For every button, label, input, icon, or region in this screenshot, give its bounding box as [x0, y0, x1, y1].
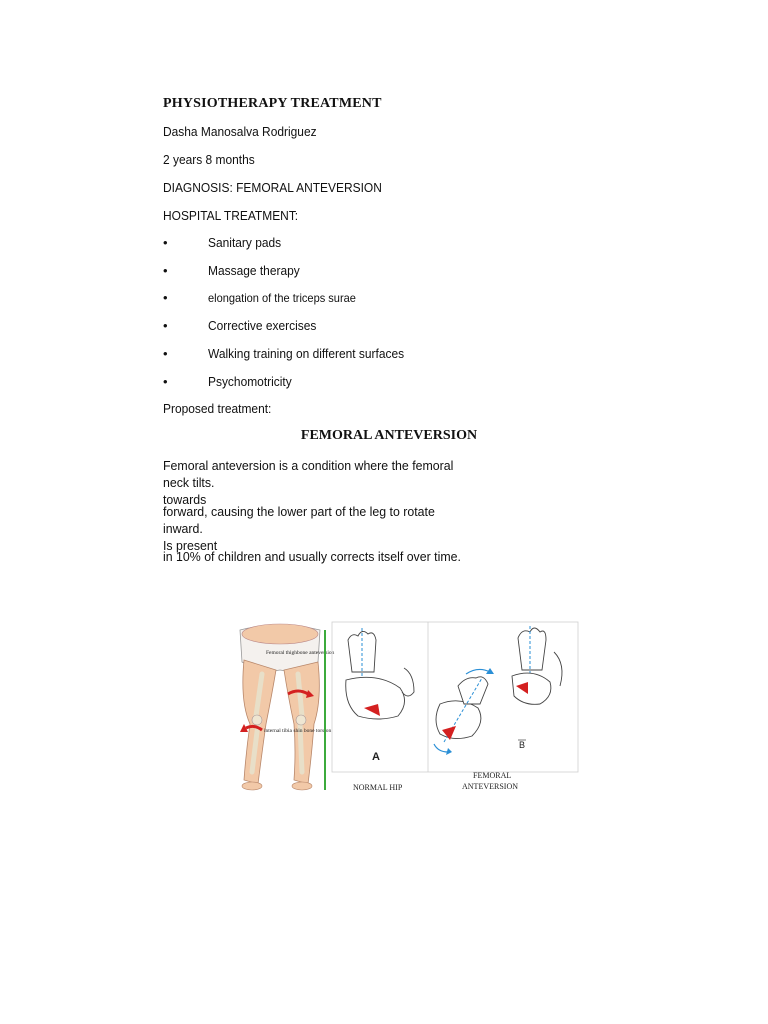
panel-a-letter: A — [372, 751, 380, 763]
treatment-item: Psychomotricity — [208, 374, 292, 389]
femoral-caption-line2: ANTEVERSION — [462, 782, 518, 791]
label-internal-tibia: internal tibia shin bone torsion — [264, 728, 332, 734]
treatment-item: Sanitary pads — [208, 235, 282, 250]
paragraph-2-line-1: forward, causing the lower part of the leg to rotate inward. — [163, 504, 435, 536]
paragraph-2 — [163, 503, 477, 554]
treatment-item: Massage therapy — [208, 263, 300, 278]
diagnosis: DIAGNOSIS: FEMORAL ANTEVERSION — [163, 180, 382, 195]
section-title: FEMORAL ANTEVERSION — [300, 428, 478, 443]
bullet-marker: • — [163, 346, 168, 361]
patient-age: 2 years 8 months — [163, 152, 255, 167]
treatment-item: Walking training on different surfaces — [208, 346, 405, 361]
paragraph-1-line-2: towards — [163, 492, 207, 507]
bullet-marker: • — [163, 290, 168, 305]
bullet-marker: • — [163, 374, 168, 389]
label-femoral-thighbone: Femoral thighbone anteversion — [266, 650, 335, 656]
paragraph-1 — [163, 457, 477, 508]
anatomy-illustration — [228, 612, 580, 798]
normal-hip-caption: NORMAL HIP — [353, 783, 403, 792]
femoral-anteversion-figure — [228, 612, 580, 798]
panel-b-letter: B — [519, 740, 526, 750]
bullet-marker: • — [163, 235, 168, 250]
treatment-item: Corrective exercises — [208, 318, 317, 333]
proposed-treatment-label: Proposed treatment: — [163, 401, 272, 416]
paragraph-1-line-1: Femoral anteversion is a condition where the femoral neck tilts. — [163, 458, 454, 490]
bullet-marker: • — [163, 263, 168, 278]
treatment-item: elongation of the triceps surae — [208, 291, 356, 305]
femoral-caption-line1: FEMORAL — [473, 771, 512, 780]
paragraph-3: in 10% of children and usually corrects itself over time. — [163, 549, 461, 564]
bullet-marker: • — [163, 318, 168, 333]
paragraph-2-line-2: Is present — [163, 538, 218, 553]
patient-name: Dasha Manosalva Rodriguez — [163, 124, 317, 139]
document-title: PHYSIOTHERAPY TREATMENT — [163, 96, 382, 111]
hospital-treatment-label: HOSPITAL TREATMENT: — [163, 208, 299, 223]
